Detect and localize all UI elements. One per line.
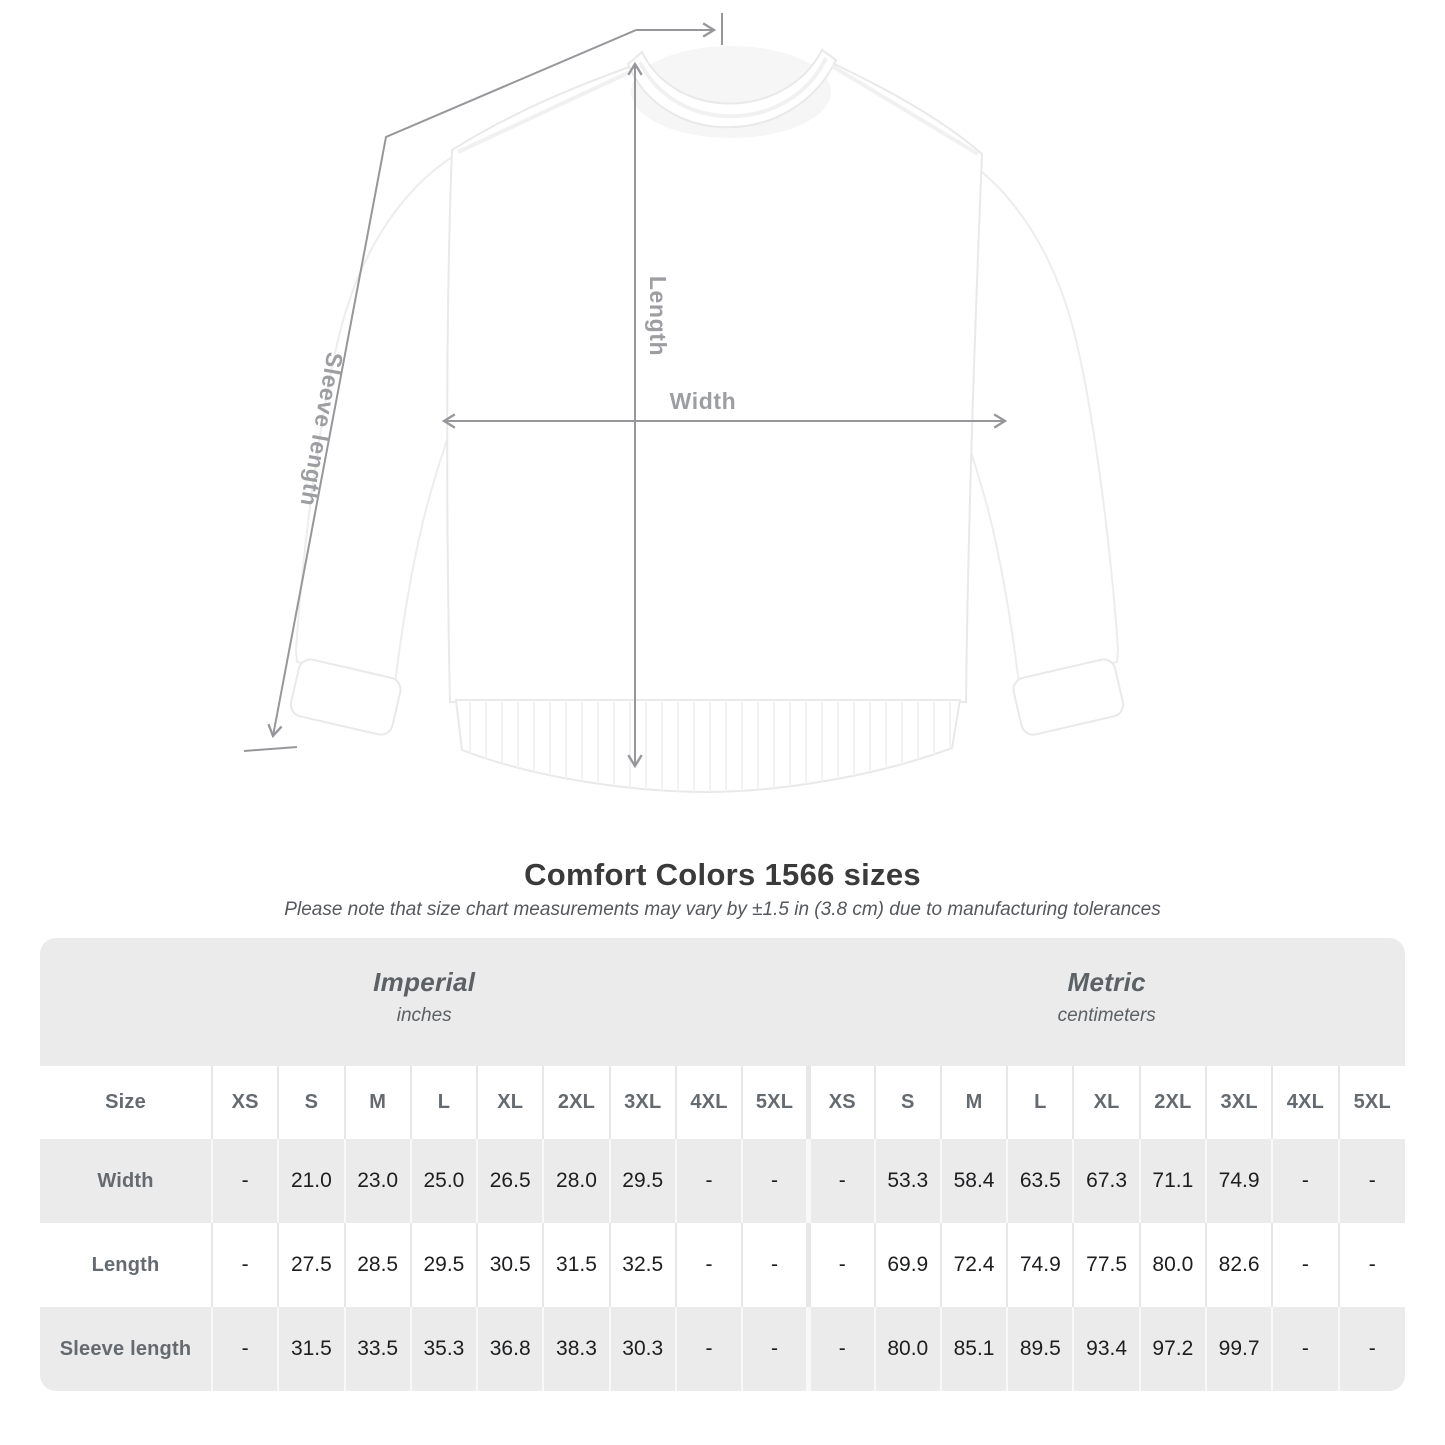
measurement-value-cell: 38.3 bbox=[543, 1307, 609, 1391]
size-column-header: M bbox=[941, 1066, 1007, 1139]
torso bbox=[447, 60, 982, 702]
measurement-value-cell: - bbox=[1272, 1139, 1338, 1223]
size-column-header: 3XL bbox=[1206, 1066, 1272, 1139]
measurement-value-cell: 33.5 bbox=[345, 1307, 411, 1391]
waistband bbox=[456, 700, 960, 792]
measurement-value-cell: 21.0 bbox=[278, 1139, 344, 1223]
size-column-header: 2XL bbox=[543, 1066, 609, 1139]
measurement-value-cell: 82.6 bbox=[1206, 1223, 1272, 1307]
size-column-header: S bbox=[278, 1066, 344, 1139]
measurement-value-cell: 72.4 bbox=[941, 1223, 1007, 1307]
size-column-header: S bbox=[875, 1066, 941, 1139]
measurement-value-cell: 69.9 bbox=[875, 1223, 941, 1307]
measurement-value-cell: - bbox=[676, 1139, 742, 1223]
size-header-row bbox=[40, 1066, 1405, 1139]
measurement-value-cell: - bbox=[1272, 1223, 1338, 1307]
page-title: Comfort Colors 1566 sizes bbox=[524, 857, 921, 892]
measurement-value-cell: - bbox=[808, 1223, 874, 1307]
measurement-value-cell: 80.0 bbox=[1140, 1223, 1206, 1307]
measurement-value-cell: 74.9 bbox=[1206, 1139, 1272, 1223]
measurement-value-cell: 93.4 bbox=[1073, 1307, 1139, 1391]
measurement-value-cell: - bbox=[1339, 1223, 1405, 1307]
measurement-value-cell: 27.5 bbox=[278, 1223, 344, 1307]
measurement-row bbox=[40, 1139, 1405, 1223]
measurement-value-cell: 89.5 bbox=[1007, 1307, 1073, 1391]
measurement-value-cell: 58.4 bbox=[941, 1139, 1007, 1223]
size-column-header: 4XL bbox=[1272, 1066, 1338, 1139]
measurement-value-cell: 77.5 bbox=[1073, 1223, 1139, 1307]
metric-sublabel: centimeters bbox=[1057, 1005, 1156, 1026]
measurement-value-cell: 80.0 bbox=[875, 1307, 941, 1391]
width-label: Width bbox=[669, 388, 737, 414]
measurement-value-cell: - bbox=[676, 1307, 742, 1391]
size-column-header: 5XL bbox=[742, 1066, 808, 1139]
measurement-value-cell: - bbox=[742, 1307, 808, 1391]
measurement-value-cell: 63.5 bbox=[1007, 1139, 1073, 1223]
measurement-value-cell: 28.0 bbox=[543, 1139, 609, 1223]
size-column-header: L bbox=[1007, 1066, 1073, 1139]
size-chart-card bbox=[40, 938, 1405, 1391]
measurement-row-label: Length bbox=[40, 1223, 212, 1307]
size-column-header: XS bbox=[808, 1066, 874, 1139]
measurement-value-cell: 30.5 bbox=[477, 1223, 543, 1307]
measurement-value-cell: - bbox=[212, 1223, 278, 1307]
measurement-value-cell: 71.1 bbox=[1140, 1139, 1206, 1223]
size-column-header: 5XL bbox=[1339, 1066, 1405, 1139]
size-table bbox=[40, 938, 1405, 1391]
size-column-header: 3XL bbox=[610, 1066, 676, 1139]
measurement-row-label: Width bbox=[40, 1139, 212, 1223]
measurement-row-label: Sleeve length bbox=[40, 1307, 212, 1391]
size-column-header: XS bbox=[212, 1066, 278, 1139]
measurement-value-cell: - bbox=[808, 1307, 874, 1391]
size-column-header: M bbox=[345, 1066, 411, 1139]
measurement-row bbox=[40, 1223, 1405, 1307]
imperial-sublabel: inches bbox=[396, 1005, 452, 1026]
size-column-header: L bbox=[411, 1066, 477, 1139]
measurement-value-cell: 28.5 bbox=[345, 1223, 411, 1307]
imperial-label: Imperial bbox=[373, 967, 476, 997]
measurement-value-cell: 36.8 bbox=[477, 1307, 543, 1391]
measurement-value-cell: 35.3 bbox=[411, 1307, 477, 1391]
sleeve-length-label: Sleeve length bbox=[295, 350, 349, 509]
measurement-value-cell: 74.9 bbox=[1007, 1223, 1073, 1307]
measurement-value-cell: 29.5 bbox=[411, 1223, 477, 1307]
size-table-body bbox=[40, 938, 1405, 1391]
measurement-row bbox=[40, 1307, 1405, 1391]
measurement-value-cell: 25.0 bbox=[411, 1139, 477, 1223]
size-header-cell: Size bbox=[40, 1066, 212, 1139]
measurement-value-cell: - bbox=[1339, 1139, 1405, 1223]
measurement-value-cell: - bbox=[742, 1223, 808, 1307]
metric-label: Metric bbox=[1067, 967, 1146, 997]
measurement-value-cell: 29.5 bbox=[610, 1139, 676, 1223]
measurement-value-cell: - bbox=[212, 1307, 278, 1391]
length-label: Length bbox=[645, 275, 671, 357]
metric-band bbox=[808, 938, 1405, 1066]
measurement-value-cell: 32.5 bbox=[610, 1223, 676, 1307]
measurement-value-cell: 53.3 bbox=[875, 1139, 941, 1223]
measurement-value-cell: 23.0 bbox=[345, 1139, 411, 1223]
measurement-value-cell: 31.5 bbox=[278, 1307, 344, 1391]
size-column-header: 2XL bbox=[1140, 1066, 1206, 1139]
page-subtitle: Please note that size chart measurements may vary by ±1.5 in (3.8 cm) due to manufacturing tolerances bbox=[284, 899, 1161, 920]
measurement-value-cell: - bbox=[1272, 1307, 1338, 1391]
size-column-header: XL bbox=[1073, 1066, 1139, 1139]
size-column-header: 4XL bbox=[676, 1066, 742, 1139]
measurement-value-cell: - bbox=[676, 1223, 742, 1307]
measurement-value-cell: 67.3 bbox=[1073, 1139, 1139, 1223]
measurement-value-cell: 26.5 bbox=[477, 1139, 543, 1223]
measurement-value-cell: - bbox=[742, 1139, 808, 1223]
measurement-value-cell: 85.1 bbox=[941, 1307, 1007, 1391]
measurement-value-cell: - bbox=[808, 1139, 874, 1223]
size-column-header: XL bbox=[477, 1066, 543, 1139]
unit-band-row bbox=[40, 938, 1405, 1066]
measurement-value-cell: - bbox=[1339, 1307, 1405, 1391]
sleeve-bottom-tick bbox=[244, 747, 297, 751]
measurement-value-cell: - bbox=[212, 1139, 278, 1223]
imperial-band bbox=[40, 938, 808, 1066]
measurement-value-cell: 30.3 bbox=[610, 1307, 676, 1391]
measurement-value-cell: 31.5 bbox=[543, 1223, 609, 1307]
measurement-value-cell: 97.2 bbox=[1140, 1307, 1206, 1391]
measurement-value-cell: 99.7 bbox=[1206, 1307, 1272, 1391]
